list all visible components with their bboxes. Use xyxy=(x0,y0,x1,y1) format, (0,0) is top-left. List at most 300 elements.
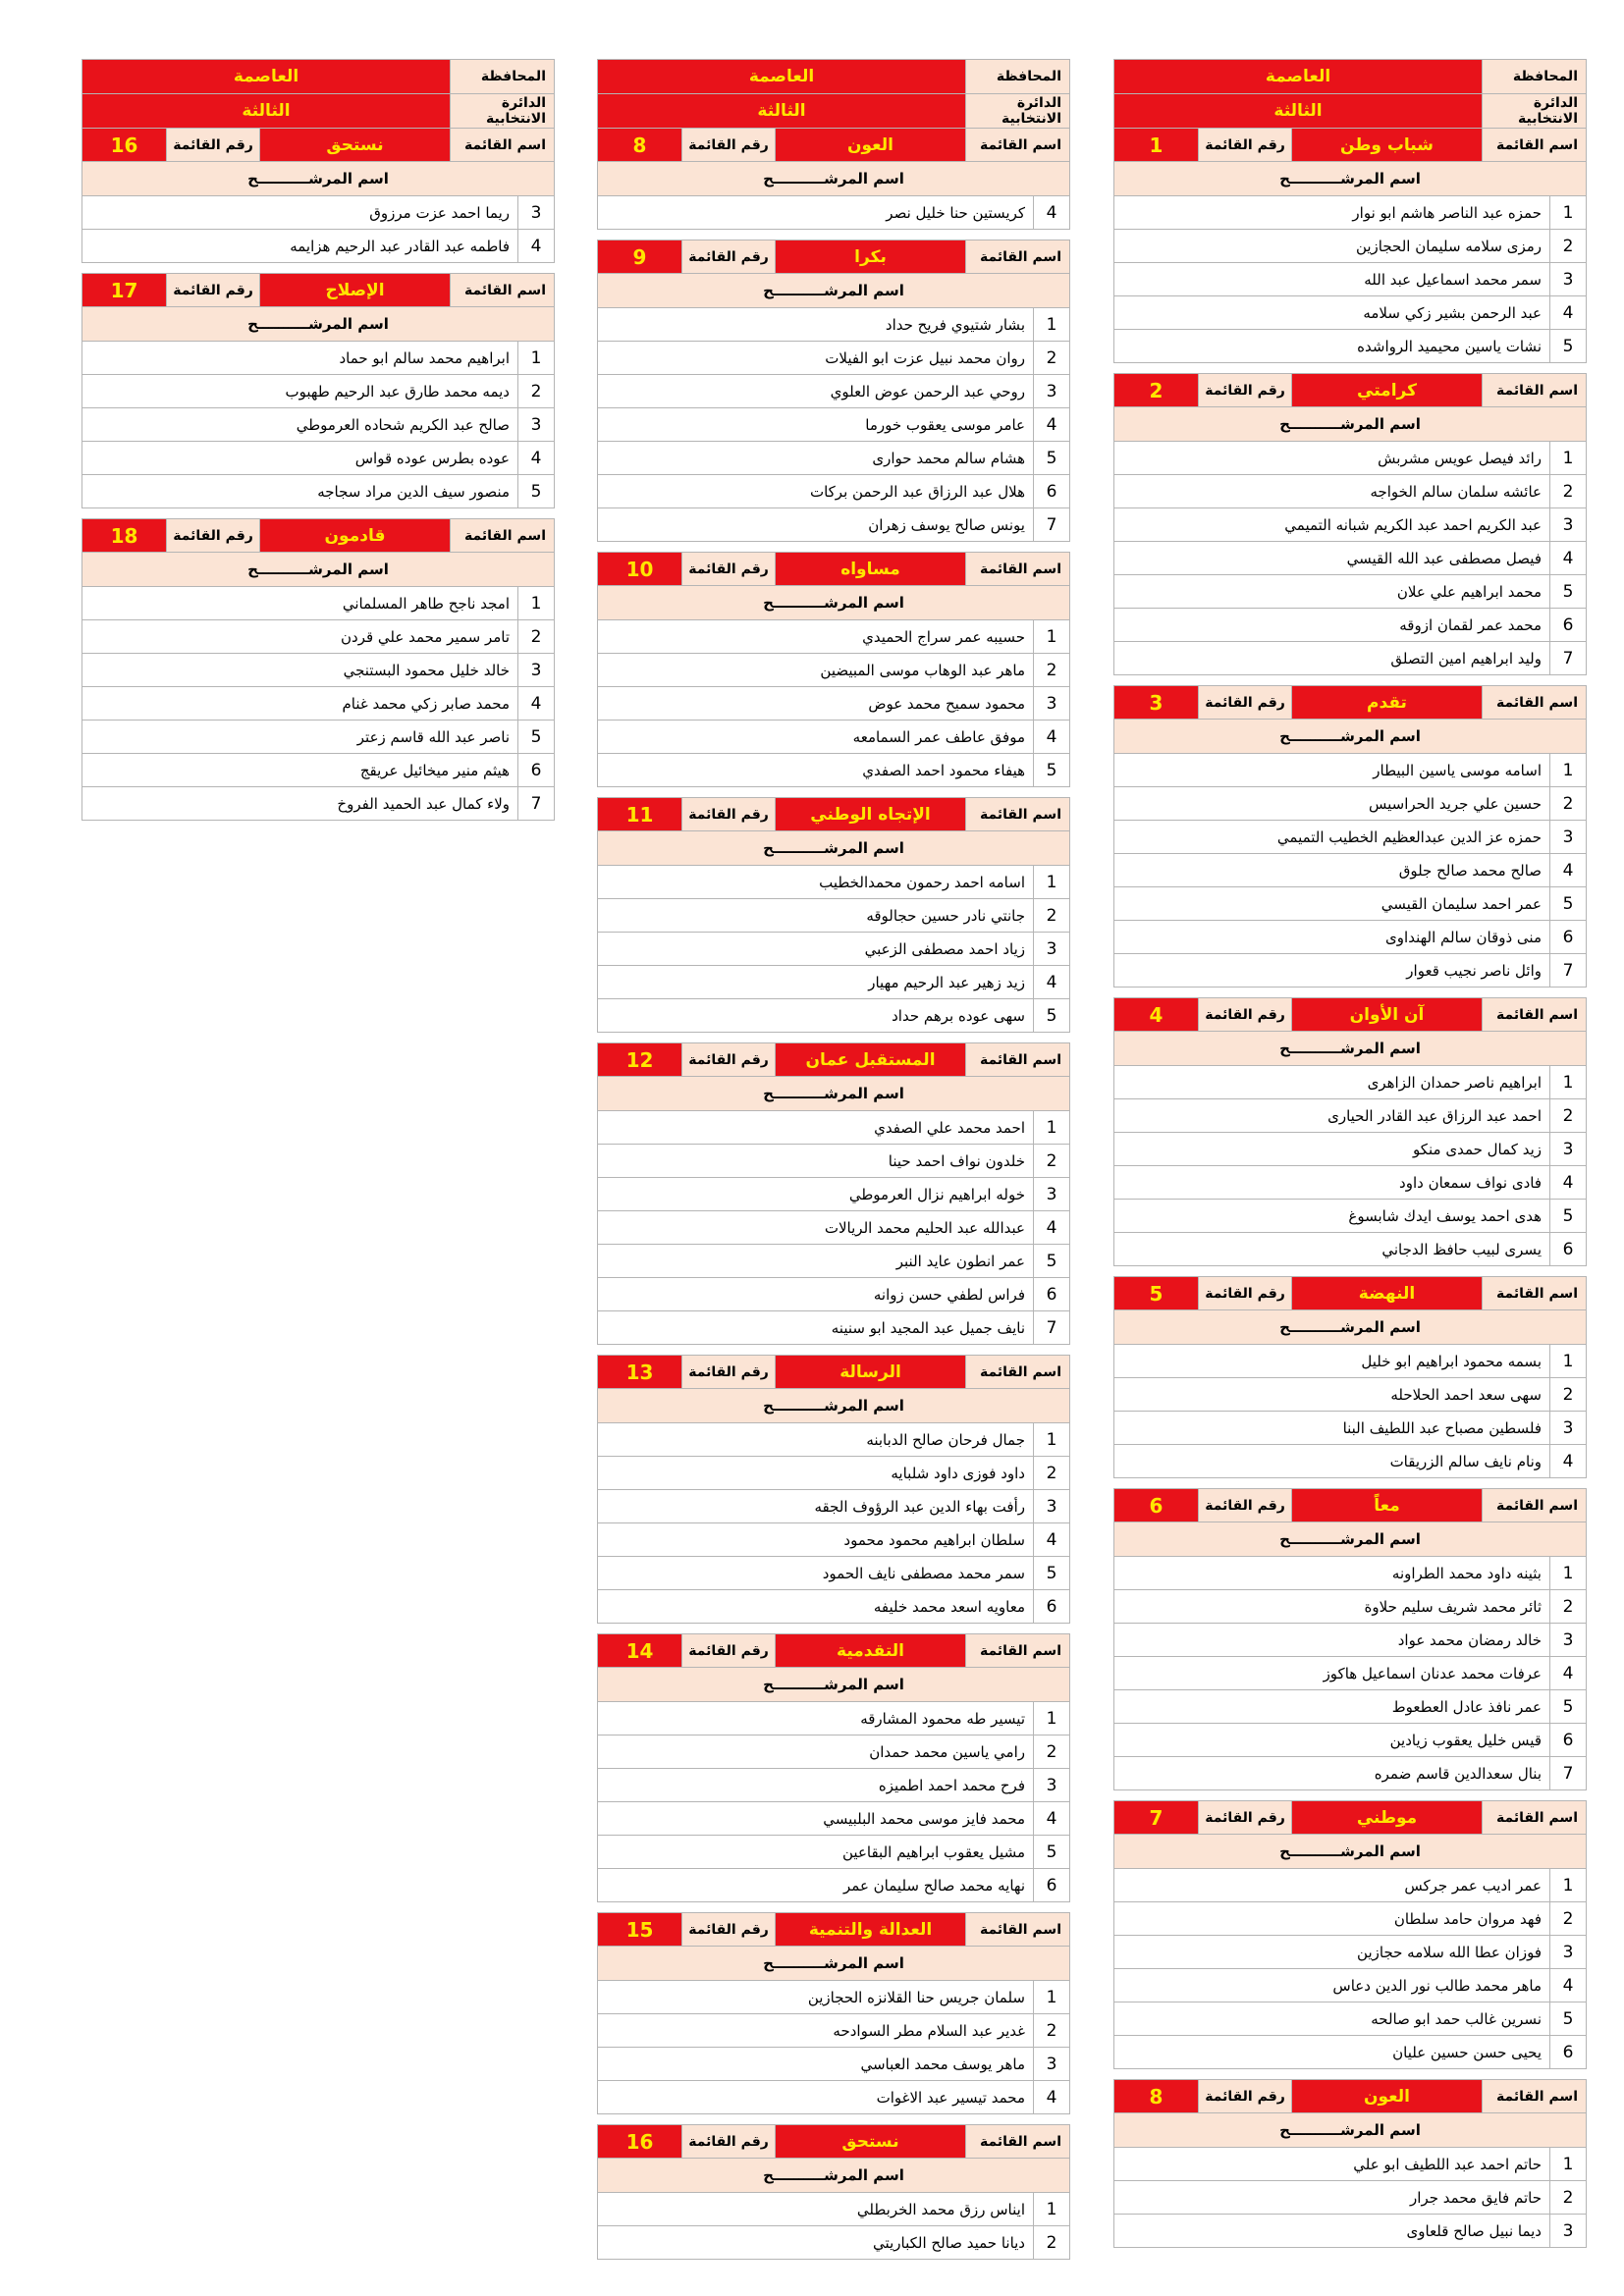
candidate-number: 4 xyxy=(1549,1969,1586,2002)
list-header-row xyxy=(597,2124,1070,2159)
candidate-name: عمر نافذ عادل العطعوط xyxy=(1391,1697,1542,1716)
candidate-name: تامر سمير محمد علي قردن xyxy=(341,627,510,646)
candidate-number: 2 xyxy=(1549,1378,1586,1411)
candidate-name: فرح محمد احمد اطميزه xyxy=(878,1776,1025,1794)
district-label: الدائرة الانتخابية xyxy=(1482,94,1586,128)
candidate-number: 2 xyxy=(1033,654,1069,686)
district-label: الدائرة الانتخابية xyxy=(450,94,554,128)
candidate-name-header: اسم المرشــــــــــح xyxy=(1113,720,1587,754)
candidate-name: فراس لطفي حسن زوانه xyxy=(873,1285,1025,1304)
list-number: 10 xyxy=(598,553,681,585)
column-2 xyxy=(597,59,1070,2269)
governorate-row xyxy=(597,59,1070,93)
list-header-row xyxy=(597,240,1070,274)
candidate-number: 5 xyxy=(1549,1690,1586,1723)
candidate-number: 4 xyxy=(1033,1211,1069,1244)
list-number-label: رقم القائمة xyxy=(166,129,259,161)
candidate-number: 6 xyxy=(1033,475,1069,507)
candidate-name: فيصل مصطفى عبد الله القيسي xyxy=(1346,549,1542,567)
candidate-name-header: اسم المرشــــــــــح xyxy=(81,307,555,342)
candidate-name: ديانا حميد صالح الكباريتي xyxy=(873,2233,1025,2252)
list-header-row xyxy=(597,1912,1070,1947)
list-header-row xyxy=(81,273,555,307)
candidate-name: خالد رمضان محمد عواد xyxy=(1397,1630,1542,1649)
candidate-name: محمد صابر زكي محمد غنام xyxy=(342,694,510,713)
candidate-number: 4 xyxy=(1033,1523,1069,1556)
candidate-row xyxy=(81,721,555,754)
candidate-list-block xyxy=(597,128,1070,230)
list-name-label: اسم القائمة xyxy=(450,129,554,161)
candidate-number: 1 xyxy=(1033,1423,1069,1456)
candidate-name-header: اسم المرشــــــــــح xyxy=(597,831,1070,866)
list-name-label: اسم القائمة xyxy=(965,240,1069,273)
candidate-name: عمر اديب عمر جركس xyxy=(1404,1876,1542,1895)
candidate-number: 3 xyxy=(1549,821,1586,853)
candidate-number: 2 xyxy=(517,620,554,653)
list-name: العون xyxy=(775,129,965,161)
candidate-number: 3 xyxy=(1033,375,1069,407)
candidate-row xyxy=(597,2193,1070,2226)
candidate-name: هدى احمد يوسف ايدك شابسوغ xyxy=(1348,1206,1542,1225)
candidate-name: مشيل يعقوب ابراهيم البقاعين xyxy=(842,1842,1025,1861)
candidate-row xyxy=(597,899,1070,933)
candidate-number: 1 xyxy=(1549,442,1586,474)
candidate-list-block xyxy=(81,128,555,263)
candidate-row xyxy=(597,475,1070,508)
candidate-row xyxy=(1113,1099,1587,1133)
candidate-name: موفق عاطف عمر السمامعه xyxy=(852,727,1025,746)
candidate-name: زياد احمد مصطفى الزعبي xyxy=(864,939,1025,958)
candidate-name: اسامه احمد رحمون محمدالخطيب xyxy=(819,873,1025,891)
candidate-row xyxy=(597,1245,1070,1278)
candidate-name-header: اسم المرشــــــــــح xyxy=(1113,162,1587,196)
candidate-number: 3 xyxy=(1549,2215,1586,2247)
candidate-row xyxy=(597,1836,1070,1869)
candidate-row xyxy=(81,787,555,821)
list-name: شباب وطن xyxy=(1291,129,1482,161)
candidate-number: 3 xyxy=(1549,508,1586,541)
candidate-name-header: اسم المرشــــــــــح xyxy=(1113,1032,1587,1066)
candidate-number: 1 xyxy=(1549,1066,1586,1098)
list-header-row xyxy=(1113,1488,1587,1522)
candidate-row xyxy=(597,1557,1070,1590)
candidate-number: 3 xyxy=(1549,1133,1586,1165)
candidate-number: 3 xyxy=(1549,263,1586,295)
candidate-number: 5 xyxy=(517,721,554,753)
candidate-name: محمد فايز موسى محمد البلبيسي xyxy=(823,1809,1025,1828)
list-number: 15 xyxy=(598,1913,681,1946)
list-name: موطني xyxy=(1291,1801,1482,1834)
candidate-row xyxy=(1113,230,1587,263)
candidate-row xyxy=(81,230,555,263)
candidate-row xyxy=(1113,2181,1587,2215)
candidate-number: 3 xyxy=(1549,1936,1586,1968)
candidate-number: 4 xyxy=(517,230,554,262)
candidate-row xyxy=(81,475,555,508)
candidate-number: 5 xyxy=(1549,575,1586,608)
candidate-number: 1 xyxy=(517,587,554,619)
candidate-row xyxy=(597,1111,1070,1145)
candidate-row xyxy=(1113,2036,1587,2069)
list-name-label: اسم القائمة xyxy=(1482,2080,1586,2112)
list-name-label: اسم القائمة xyxy=(1482,1489,1586,1522)
candidate-row xyxy=(1113,508,1587,542)
list-number: 16 xyxy=(598,2125,681,2158)
candidate-number: 2 xyxy=(1033,1735,1069,1768)
list-number: 13 xyxy=(598,1356,681,1388)
candidate-row xyxy=(597,375,1070,408)
candidate-name: نشات ياسين محيميد الرواشده xyxy=(1357,337,1542,355)
list-name-label: اسم القائمة xyxy=(1482,1801,1586,1834)
candidate-name: جانتي نادر حسين حجالوقه xyxy=(866,906,1025,925)
candidate-number: 5 xyxy=(517,475,554,507)
candidate-number: 7 xyxy=(517,787,554,820)
candidate-row xyxy=(1113,787,1587,821)
district-row xyxy=(1113,93,1587,128)
candidate-row xyxy=(597,1278,1070,1311)
candidate-row xyxy=(1113,1969,1587,2002)
list-name-label: اسم القائمة xyxy=(450,274,554,306)
candidate-row xyxy=(1113,475,1587,508)
candidate-number: 5 xyxy=(1549,1200,1586,1232)
candidate-row xyxy=(597,1145,1070,1178)
candidate-name: رامي ياسين محمد حمدان xyxy=(869,1742,1025,1761)
list-header-row xyxy=(597,797,1070,831)
candidate-name-header: اسم المرشــــــــــح xyxy=(597,1077,1070,1111)
candidate-row xyxy=(1113,609,1587,642)
candidate-name-header: اسم المرشــــــــــح xyxy=(81,162,555,196)
candidate-number: 4 xyxy=(1033,1802,1069,1835)
column-1 xyxy=(1113,59,1587,2258)
candidate-number: 3 xyxy=(1549,1412,1586,1444)
candidate-row xyxy=(1113,1869,1587,1902)
candidate-list-block xyxy=(597,797,1070,1033)
candidate-number: 2 xyxy=(517,375,554,407)
candidate-row xyxy=(1113,1412,1587,1445)
list-name: تقدم xyxy=(1291,686,1482,719)
governorate-value: العاصمة xyxy=(1114,60,1482,93)
list-name: بكرا xyxy=(775,240,965,273)
candidate-name: زيد زهير عبد الرحيم مهيار xyxy=(868,973,1025,991)
candidate-name: نهايه محمد صالح سليمان عمر xyxy=(843,1876,1025,1895)
candidate-number: 1 xyxy=(1033,1111,1069,1144)
candidate-number: 1 xyxy=(1033,2193,1069,2225)
candidate-number: 2 xyxy=(1033,342,1069,374)
candidate-number: 4 xyxy=(1033,196,1069,229)
list-header-row xyxy=(597,1633,1070,1668)
candidate-number: 4 xyxy=(1549,854,1586,886)
list-number: 4 xyxy=(1114,998,1198,1031)
candidate-name-header: اسم المرشــــــــــح xyxy=(597,162,1070,196)
candidate-name: حمزه عبد الناصر هاشم ابو نوار xyxy=(1352,203,1542,222)
list-header-row xyxy=(1113,997,1587,1032)
candidate-number: 2 xyxy=(1033,1145,1069,1177)
list-number-label: رقم القائمة xyxy=(1198,1277,1291,1309)
candidate-row xyxy=(597,2081,1070,2114)
list-name: التقدمية xyxy=(775,1634,965,1667)
candidate-list-block xyxy=(597,1633,1070,1902)
candidate-number: 7 xyxy=(1549,642,1586,674)
candidate-name: ولاء كمال عبد الحميد الفروخ xyxy=(337,794,510,813)
candidate-name: سمر محمد اسماعيل عبد الله xyxy=(1364,270,1542,289)
list-number-label: رقم القائمة xyxy=(681,129,775,161)
candidate-number: 1 xyxy=(1549,1869,1586,1901)
candidate-name: احمد محمد علي الصفدي xyxy=(874,1118,1025,1137)
list-name: آن الأوان xyxy=(1291,998,1482,1031)
list-number: 9 xyxy=(598,240,681,273)
candidate-name: نسرين غالب حمد ابو صالحه xyxy=(1371,2009,1542,2028)
candidate-row xyxy=(1113,642,1587,675)
list-number: 8 xyxy=(1114,2080,1198,2112)
list-number-label: رقم القائمة xyxy=(681,1043,775,1076)
candidate-number: 4 xyxy=(1549,542,1586,574)
candidate-list-block xyxy=(597,240,1070,542)
candidate-number: 2 xyxy=(1033,2226,1069,2259)
list-name: معاً xyxy=(1291,1489,1482,1522)
candidate-list-block xyxy=(597,2124,1070,2260)
candidate-number: 5 xyxy=(1033,754,1069,786)
candidate-name: جمال فرحان صالح الدبابنه xyxy=(866,1430,1025,1449)
candidate-row xyxy=(81,620,555,654)
candidate-row xyxy=(1113,1166,1587,1200)
candidate-row xyxy=(597,1523,1070,1557)
governorate-label: المحافظة xyxy=(450,60,554,93)
district-row xyxy=(597,93,1070,128)
candidate-name: غدير عبد السلام مطر السوادحه xyxy=(833,2021,1025,2040)
candidate-row xyxy=(1113,754,1587,787)
candidate-number: 1 xyxy=(1033,620,1069,653)
candidate-number: 2 xyxy=(1549,1590,1586,1623)
governorate-value: العاصمة xyxy=(82,60,450,93)
candidate-number: 7 xyxy=(1549,954,1586,987)
candidate-name: حاتم احمد عبد اللطيف ابو علي xyxy=(1353,2155,1542,2173)
candidate-name: احمد عبد الرزاق عبد القادر الحيارى xyxy=(1327,1106,1542,1125)
candidate-number: 6 xyxy=(1549,921,1586,953)
candidate-name: فلسطين مصباح عبد اللطيف البنا xyxy=(1342,1418,1542,1437)
list-number: 11 xyxy=(598,798,681,830)
district-row xyxy=(81,93,555,128)
candidate-name: هلال عبد الرزاق عبد الرحمن بركات xyxy=(809,482,1025,501)
list-header-row xyxy=(597,128,1070,162)
candidate-name: يسرى لبيب حافظ الدجاني xyxy=(1381,1240,1542,1258)
candidate-row xyxy=(597,1981,1070,2014)
list-name-label: اسم القائمة xyxy=(450,519,554,552)
candidate-list-block xyxy=(1113,685,1587,988)
candidate-name: فادى نواف سمعان داود xyxy=(1399,1173,1542,1192)
candidate-name: ابراهيم ناصر حمدان الزاهرى xyxy=(1367,1073,1542,1092)
candidate-name: امجد ناجح طاهر المسلماني xyxy=(342,594,510,613)
candidate-row xyxy=(81,442,555,475)
candidate-name: منصور سيف الدين مراد سجاجه xyxy=(317,482,510,501)
candidate-name-header: اسم المرشــــــــــح xyxy=(1113,1522,1587,1557)
district-value: الثالثة xyxy=(1114,94,1482,128)
candidate-number: 5 xyxy=(1549,2002,1586,2035)
candidate-row xyxy=(1113,575,1587,609)
candidate-row xyxy=(597,1735,1070,1769)
candidate-name: ماهر محمد طالب نور الدين دعاس xyxy=(1332,1976,1542,1995)
list-number-label: رقم القائمة xyxy=(166,274,259,306)
candidate-name: حسين علي جريد الحراسيس xyxy=(1368,794,1542,813)
list-number: 6 xyxy=(1114,1489,1198,1522)
candidate-number: 3 xyxy=(517,654,554,686)
candidate-row xyxy=(1113,1445,1587,1478)
candidate-name: بنال سعدالدين قاسم ضمره xyxy=(1374,1764,1542,1783)
list-header-row xyxy=(1113,685,1587,720)
governorate-label: المحافظة xyxy=(1482,60,1586,93)
candidate-number: 7 xyxy=(1033,508,1069,541)
candidate-list-block xyxy=(597,1912,1070,2114)
list-number: 16 xyxy=(82,129,166,161)
candidate-number: 4 xyxy=(1033,966,1069,998)
candidate-name: منى ذوقان سالم الهنداوى xyxy=(1385,928,1542,946)
candidate-name: محمد ابراهيم علي علان xyxy=(1396,582,1542,601)
candidate-number: 2 xyxy=(1549,1902,1586,1935)
list-number: 18 xyxy=(82,519,166,552)
candidate-number: 3 xyxy=(517,196,554,229)
candidate-row xyxy=(597,196,1070,230)
list-name-label: اسم القائمة xyxy=(1482,374,1586,406)
list-header-row xyxy=(81,128,555,162)
candidate-row xyxy=(1113,1657,1587,1690)
candidate-name: ماهر عبد الوهاب موسى المبيضين xyxy=(820,661,1025,679)
list-number: 12 xyxy=(598,1043,681,1076)
candidate-name: محمد تيسير عبد الاغوات xyxy=(876,2088,1025,2107)
candidate-name: محمد عمر لقمان ازوقه xyxy=(1399,615,1542,634)
candidate-number: 4 xyxy=(517,687,554,720)
list-header-row xyxy=(597,552,1070,586)
candidate-name: صالح عبد الكريم شحاده العرموطي xyxy=(296,415,510,434)
list-name-label: اسم القائمة xyxy=(965,2125,1069,2158)
candidate-name: يونس صالح يوسف زهران xyxy=(868,515,1025,534)
list-name: النهضة xyxy=(1291,1277,1482,1309)
candidate-name: قيس خليل يعقوب زيادين xyxy=(1389,1731,1542,1749)
candidate-name: عوده بطرس عوده قواس xyxy=(354,449,510,467)
list-name: المستقبل عمان xyxy=(775,1043,965,1076)
candidate-number: 6 xyxy=(1549,2036,1586,2068)
candidate-name-header: اسم المرشــــــــــح xyxy=(597,1389,1070,1423)
candidate-row xyxy=(597,933,1070,966)
list-name-label: اسم القائمة xyxy=(1482,129,1586,161)
list-name-label: اسم القائمة xyxy=(965,798,1069,830)
list-name-label: اسم القائمة xyxy=(965,1913,1069,1946)
candidate-number: 1 xyxy=(1033,308,1069,341)
candidate-number: 5 xyxy=(1549,887,1586,920)
candidate-name-header: اسم المرشــــــــــح xyxy=(597,586,1070,620)
candidate-number: 1 xyxy=(1033,1981,1069,2013)
district-value: الثالثة xyxy=(598,94,965,128)
list-number-label: رقم القائمة xyxy=(681,1356,775,1388)
candidate-number: 7 xyxy=(1033,1311,1069,1344)
candidate-name: رمزى سلامه سليمان الحجازين xyxy=(1355,237,1542,255)
candidate-name: زيد كمال حمدى منكو xyxy=(1412,1140,1542,1158)
list-number-label: رقم القائمة xyxy=(1198,1489,1291,1522)
candidate-name: سهى سعد احمد الحلاحله xyxy=(1390,1385,1542,1404)
list-header-row xyxy=(1113,2079,1587,2113)
candidate-number: 6 xyxy=(1033,1869,1069,1901)
candidate-name: ريما احمد عزت مرزوق xyxy=(369,203,510,222)
list-name-label: اسم القائمة xyxy=(965,1634,1069,1667)
candidate-row xyxy=(597,620,1070,654)
candidate-number: 6 xyxy=(517,754,554,786)
candidate-name: بشار شتيوي فريح حداد xyxy=(885,315,1025,334)
list-number: 2 xyxy=(1114,374,1198,406)
candidate-row xyxy=(597,1423,1070,1457)
candidate-list-block xyxy=(81,273,555,508)
candidate-row xyxy=(1113,1378,1587,1412)
candidate-number: 6 xyxy=(1549,609,1586,641)
candidate-name-header: اسم المرشــــــــــح xyxy=(597,1668,1070,1702)
candidate-name: خالد خليل محمود البستنجي xyxy=(343,661,510,679)
candidate-number: 3 xyxy=(1033,933,1069,965)
list-name: العون xyxy=(1291,2080,1482,2112)
candidate-row xyxy=(597,654,1070,687)
candidate-name-header: اسم المرشــــــــــح xyxy=(597,274,1070,308)
candidate-number: 2 xyxy=(1033,1457,1069,1489)
candidate-name: بسمه محمود ابراهيم ابو خليل xyxy=(1361,1352,1542,1370)
candidate-row xyxy=(1113,2148,1587,2181)
candidate-row xyxy=(1113,442,1587,475)
candidate-list-block xyxy=(81,518,555,821)
list-name: كرامتي xyxy=(1291,374,1482,406)
candidate-row xyxy=(597,966,1070,999)
candidate-row xyxy=(597,342,1070,375)
candidate-name: وليد ابراهيم امين التصلق xyxy=(1390,649,1542,667)
candidate-number: 2 xyxy=(1033,899,1069,932)
candidate-name: خوله ابراهيم نزال العرموطي xyxy=(848,1185,1025,1203)
candidate-number: 2 xyxy=(1549,787,1586,820)
candidate-name-header: اسم المرشــــــــــح xyxy=(1113,1835,1587,1869)
governorate-value: العاصمة xyxy=(598,60,965,93)
candidate-number: 7 xyxy=(1549,1757,1586,1789)
list-name: الإصلاح xyxy=(259,274,450,306)
candidate-number: 5 xyxy=(1033,442,1069,474)
candidate-name-header: اسم المرشــــــــــح xyxy=(81,553,555,587)
candidate-name: ديما نبيل صالح قلعاوى xyxy=(1406,2221,1542,2240)
candidate-row xyxy=(1113,1133,1587,1166)
candidate-row xyxy=(1113,854,1587,887)
candidate-name-header: اسم المرشــــــــــح xyxy=(1113,2113,1587,2148)
candidate-name-header: اسم المرشــــــــــح xyxy=(597,1947,1070,1981)
list-number-label: رقم القائمة xyxy=(166,519,259,552)
candidate-row xyxy=(1113,821,1587,854)
candidate-row xyxy=(1113,1690,1587,1724)
candidate-row xyxy=(597,1702,1070,1735)
candidate-number: 6 xyxy=(1033,1590,1069,1623)
candidate-name-header: اسم المرشــــــــــح xyxy=(1113,407,1587,442)
candidate-name: سمر محمد مصطفى نايف الحمود xyxy=(822,1564,1025,1582)
candidate-name: ايناس رزق محمد الخربطلي xyxy=(856,2200,1025,2218)
candidate-name-header: اسم المرشــــــــــح xyxy=(597,2159,1070,2193)
list-number: 17 xyxy=(82,274,166,306)
candidate-number: 3 xyxy=(1033,687,1069,720)
candidate-number: 3 xyxy=(517,408,554,441)
candidate-number: 6 xyxy=(1033,1278,1069,1310)
candidate-name: ناصر عبد الله قاسم زعتر xyxy=(356,727,510,746)
candidate-name: عبد الرحمن بشير زكي سلامه xyxy=(1363,303,1542,322)
candidate-name: عمر احمد سليمان القيسي xyxy=(1380,894,1542,913)
list-number-label: رقم القائمة xyxy=(681,1913,775,1946)
candidate-row xyxy=(1113,1757,1587,1790)
candidate-number: 2 xyxy=(1549,1099,1586,1132)
candidate-row xyxy=(1113,1624,1587,1657)
candidate-row xyxy=(1113,542,1587,575)
list-header-row xyxy=(597,1042,1070,1077)
candidate-name: رأفت بهاء الدين عبد الرؤوف الجقه xyxy=(814,1497,1025,1516)
candidate-number: 1 xyxy=(1033,1702,1069,1735)
candidate-row xyxy=(597,866,1070,899)
candidate-row xyxy=(81,375,555,408)
candidate-name: رائد فيصل عويس مشربش xyxy=(1378,449,1542,467)
